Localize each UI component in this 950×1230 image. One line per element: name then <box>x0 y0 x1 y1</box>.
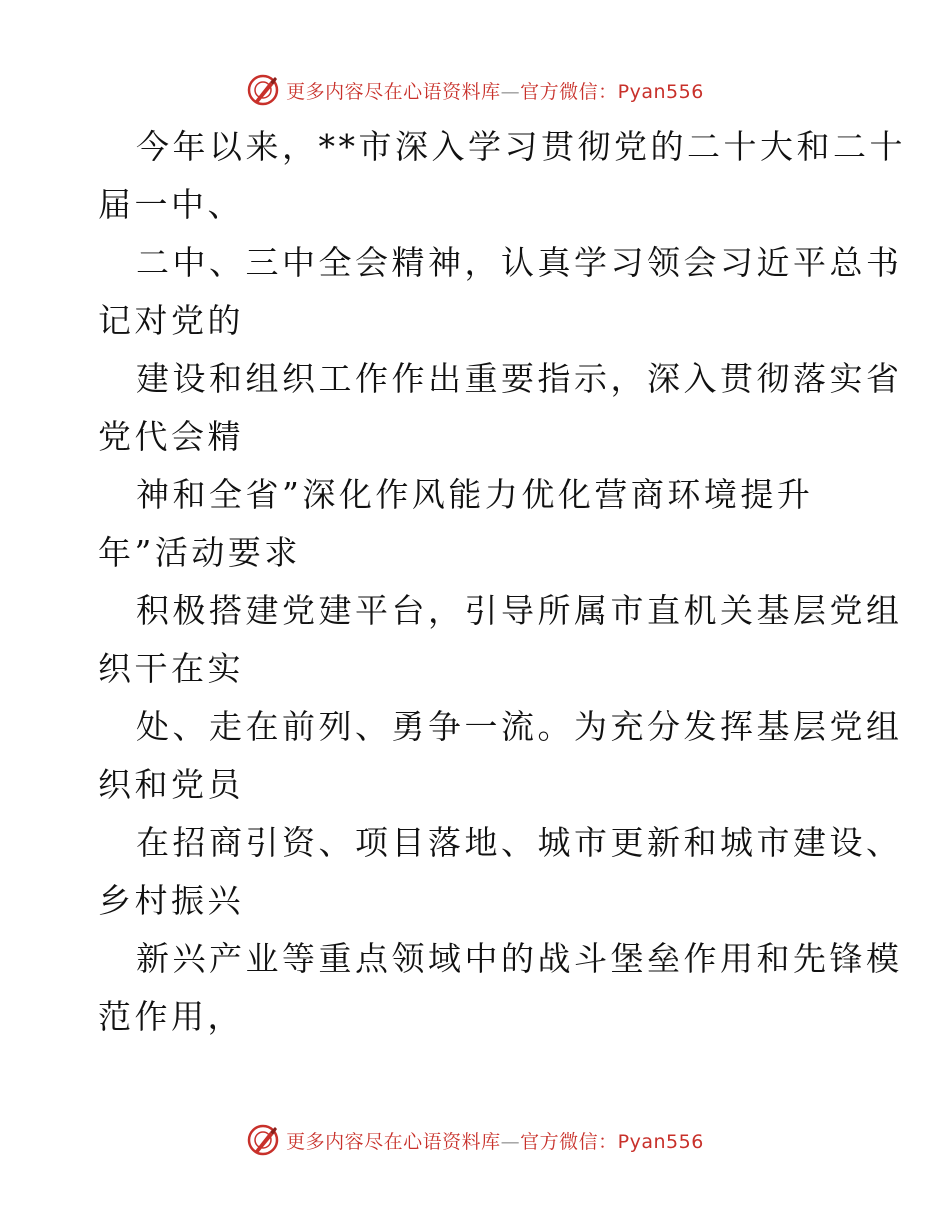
paragraph-line: 处、走在前列、勇争一流。为充分发挥基层党组 <box>136 707 903 746</box>
paragraph <box>98 930 903 1046</box>
paragraph <box>98 350 903 466</box>
paragraph <box>98 466 858 582</box>
footer-banner-main: 更多内容尽在心语资料库 <box>286 1130 501 1153</box>
paragraph <box>98 698 903 814</box>
paragraph-line: 届一中、 <box>98 185 244 224</box>
paragraph-line: 神和全省”深化作风能力优化营商环境提升 <box>136 475 814 514</box>
footer-banner-dash: — <box>500 1130 521 1153</box>
pen-logo-icon <box>246 1123 280 1157</box>
footer-banner <box>0 1120 950 1160</box>
footer-banner-wechat: 官方微信：Pyan556 <box>520 1130 704 1153</box>
pen-logo-icon <box>246 73 280 107</box>
paragraph-line: 新兴产业等重点领域中的战斗堡垒作用和先锋模 <box>136 939 903 978</box>
paragraph-line: 乡村振兴 <box>98 881 244 920</box>
paragraph-line: 在招商引资、项目落地、城市更新和城市建设、 <box>136 823 903 862</box>
paragraph-line: 二中、三中全会精神，认真学习领会习近平总书 <box>136 243 903 282</box>
header-banner-wechat: 官方微信：Pyan556 <box>520 80 704 103</box>
footer-banner-text <box>286 1127 704 1154</box>
header-banner-dash: — <box>500 80 521 103</box>
paragraph-line: 织和党员 <box>98 765 244 804</box>
paragraph <box>98 118 906 234</box>
paragraph-line: 织干在实 <box>98 649 244 688</box>
header-banner-main: 更多内容尽在心语资料库 <box>286 80 501 103</box>
paragraph-line: 范作用， <box>98 997 244 1036</box>
paragraph-line: 党代会精 <box>98 417 244 456</box>
paragraph-line: 年”活动要求 <box>98 533 301 572</box>
paragraph-line: 记对党的 <box>98 301 244 340</box>
paragraph-line: 今年以来，**市深入学习贯彻党的二十大和二十 <box>136 127 906 166</box>
paragraph <box>98 814 903 930</box>
header-banner <box>0 70 950 110</box>
paragraph <box>98 234 903 350</box>
paragraph-line: 建设和组织工作作出重要指示，深入贯彻落实省 <box>136 359 903 398</box>
paragraph-line: 积极搭建党建平台，引导所属市直机关基层党组 <box>136 591 903 630</box>
header-banner-text <box>286 77 704 104</box>
paragraph <box>98 582 903 698</box>
document-body <box>98 118 906 1046</box>
